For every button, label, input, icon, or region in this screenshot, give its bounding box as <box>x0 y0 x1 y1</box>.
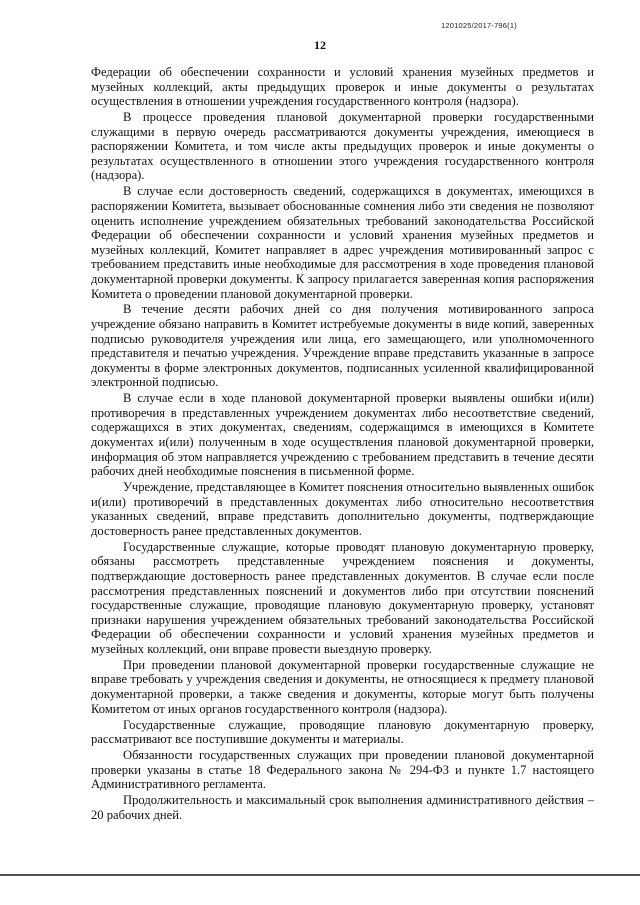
document-registration-number: 1201025/2017-796(1) <box>441 21 517 30</box>
paragraph-continuation: Федерации об обеспечении сохранности и условий хранения музейных предметов и музейных коллекций, акты предыдущих проверок и иные документы о результатах осуществления в отношении учреждения государственного контроля (надзора). <box>91 65 594 109</box>
page-number: 12 <box>314 38 326 52</box>
paragraph-prohibited-requests: При проведении плановой документарной проверки государственные служащие не вправе требовать у учреждения сведения и документы, не относящиеся к предмету плановой документарной проверки, а также сведения и документы, которые могут быть получены Комитетом от иных органов государственного контроля (надзора). <box>91 657 594 716</box>
paragraph-review-explanations: Государственные служащие, которые проводят плановую документарную проверку, обязаны рассмотреть представленные учреждением пояснения и документы, подтверждающие достоверность ранее представленных документов. В случае если после рассмотрения представленных пояснений и документов либо при отсутствии пояснений государственные служащие, проводящие плановую документарную проверку, установят признаки нарушения учреждением обязательных требований законодательства Российской Федерации об обеспечении сохранности и условий хранения музейных предметов и музейных коллекций, они вправе провести выездную проверку. <box>91 539 594 656</box>
paragraph-ten-days-deadline: В течение десяти рабочих дней со дня получения мотивированного запроса учреждение обязано направить в Комитет истребуемые документы в виде копий, заверенных подписью руководителя учреждения или лица, его замещающего, или уполномоченного представителя и печатью учреждения. Учреждение вправе представить указанные в запросе документы в форме электронных документов, подписанных усиленной квалифицированной электронной подписью. <box>91 302 594 390</box>
paragraph-duration: Продолжительность и максимальный срок выполнения административного действия – 20 рабочих дней. <box>91 793 594 822</box>
paragraph-reasoned-request: В случае если достоверность сведений, содержащихся в документах, имеющихся в распоряжении Комитета, вызывает обоснованные сомнения либо эти сведения не позволяют оценить исполнение учреждением обязательных требований законодательства Российской Федерации об обеспечении сохранности и условий хранения музейных предметов и музейных коллекций, Комитет направляет в адрес учреждения мотивированный запрос с требованием представить иные необходимые для рассмотрения в ходе проведения плановой документарной проверки документы. К запросу прилагается заверенная копия распоряжения Комитета о проведении плановой документарной проверки. <box>91 184 594 301</box>
paragraph-review-materials: Государственные служащие, проводящие плановую документарную проверку, рассматривают все поступившие документы и материалы. <box>91 717 594 747</box>
document-body <box>91 65 594 824</box>
scan-edge-line <box>0 874 640 876</box>
paragraph-review-process: В процессе проведения плановой документарной проверки государственными служащими в первую очередь рассматриваются документы учреждения, имеющиеся в распоряжении Комитета, и том числе акты предыдущих проверок и иные документы о результатах осуществленного в отношении этого учреждения государственного контроля (надзора). <box>91 110 594 183</box>
paragraph-errors-found: В случае если в ходе плановой документарной проверки выявлены ошибки и(или) противоречия в представленных учреждением документах либо несоответствие сведений, содержащихся в этих документах, сведениям, содержащимся в имеющихся в Комитете документах и(или) полученным в ходе осуществления плановой документарной проверки, информация об этом направляется учреждению с требованием представить в течение десяти рабочих дней необходимые пояснения в письменной форме. <box>91 391 594 479</box>
paragraph-duties: Обязанности государственных служащих при проведении плановой документарной проверки указаны в статье 18 Федерального закона № 294-ФЗ и пункте 1.7 настоящего Административного регламента. <box>91 747 594 792</box>
paragraph-institution-explanations: Учреждение, представляющее в Комитет пояснения относительно выявленных ошибок и(или) противоречий в представленных документах либо относительно несоответствия указанных сведений, вправе представить дополнительно документы, подтверждающие достоверность ранее представленных документов. <box>91 480 594 538</box>
